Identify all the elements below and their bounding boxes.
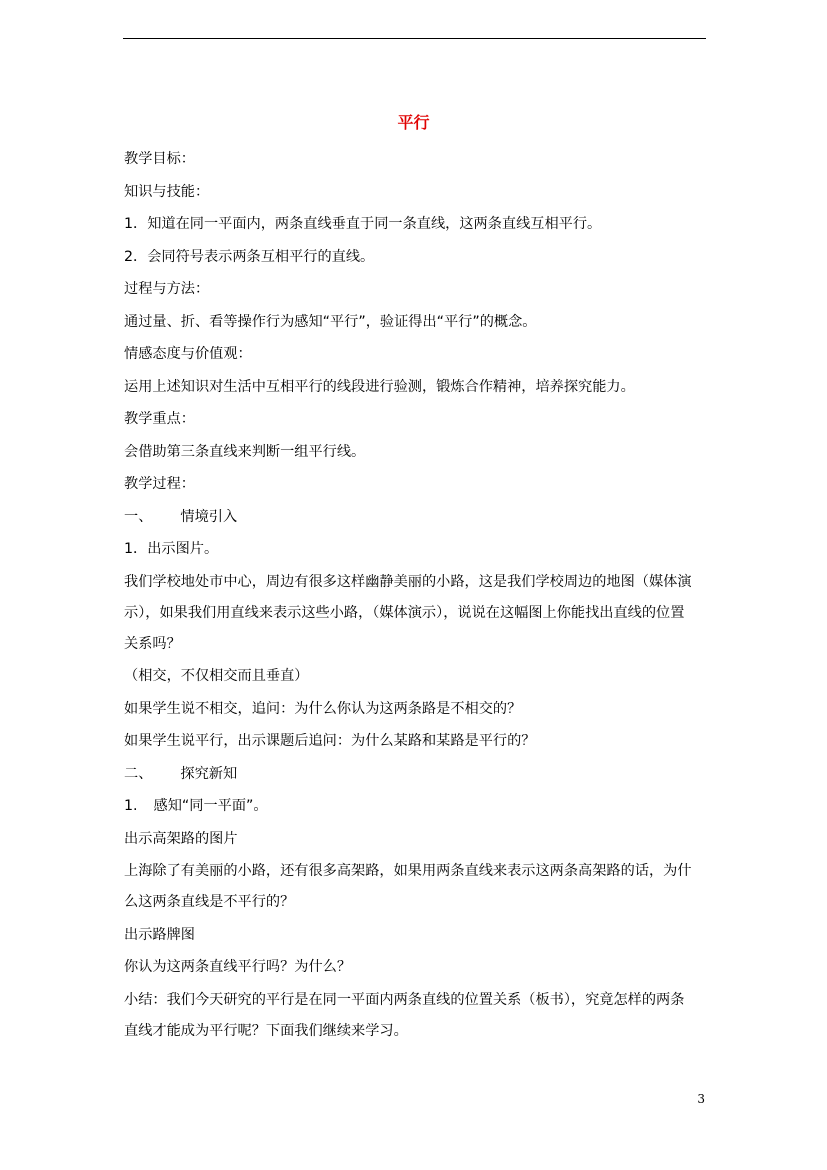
paragraph: 2．会同符号表示两条互相平行的直线。 (124, 248, 375, 265)
paragraph-line: 直线才能成为平行呢？下面我们继续来学习。 (124, 1022, 408, 1039)
page-number: 3 (697, 1092, 705, 1106)
paragraph: 1．知道在同一平面内，两条直线垂直于同一条直线，这两条直线互相平行。 (124, 216, 602, 232)
section-label: 探究新知 (180, 765, 238, 782)
paragraph-line: 我们学校地处市中心，周边有很多这样幽静美丽的小路，这是我们学校周边的地图（媒体演 (124, 573, 692, 590)
paragraph-line: 么这两条直线是不平行的？ (124, 894, 295, 910)
section-number: 一、 (124, 508, 153, 525)
header-rule (123, 38, 706, 39)
paragraph: 教学过程： (124, 476, 195, 492)
paragraph: 过程与方法： (124, 281, 210, 297)
paragraph: 知识与技能： (124, 183, 210, 200)
paragraph: 教学目标： (124, 151, 195, 167)
subsection-number: 1. (124, 798, 138, 814)
paragraph: 1．出示图片。 (124, 541, 219, 557)
paragraph: （相交，不仅相交而且垂直） (124, 668, 309, 684)
paragraph: 出示路牌图 (124, 926, 195, 943)
subsection-heading (124, 795, 708, 817)
section-number: 二、 (124, 765, 153, 782)
paragraph: 教学重点： (124, 411, 195, 427)
page-title: 平行 (397, 113, 430, 132)
paragraph-line: 关系吗？ (124, 635, 181, 652)
paragraph: 如果学生说不相交，追问：为什么你认为这两条路是不相交的？ (124, 700, 522, 717)
paragraph: 你认为这两条直线平行吗？为什么？ (124, 959, 352, 975)
paragraph-line: 示），如果我们用直线来表示这些小路，（媒体演示），说说在这幅图上你能找出直线的位置 (124, 604, 685, 621)
paragraph-line: 上海除了有美丽的小路，还有很多高架路，如果用两条直线来表示这两条高架路的话，为什 (124, 863, 692, 879)
paragraph-multiline (124, 989, 708, 1042)
paragraph: 如果学生说平行，出示课题后追问：为什么某路和某路是平行的？ (124, 733, 536, 749)
section-heading (124, 763, 708, 785)
subsection-label: 感知“同一平面”。 (153, 798, 268, 814)
document-body (124, 148, 708, 1042)
paragraph-multiline (124, 860, 708, 913)
paragraph-line: 小结：我们今天研究的平行是在同一平面内两条直线的位置关系（板书），究竟怎样的两条 (124, 991, 685, 1008)
paragraph-multiline (124, 571, 708, 655)
paragraph: 运用上述知识对生活中互相平行的线段进行验测，锻炼合作精神，培养探究能力。 (124, 378, 635, 395)
paragraph: 通过量、折、看等操作行为感知“平行”，验证得出“平行”的概念。 (124, 313, 537, 330)
paragraph: 情感态度与价值观： (124, 346, 252, 362)
paragraph: 出示高架路的图片 (124, 830, 238, 847)
section-heading (124, 506, 708, 528)
paragraph: 会借助第三条直线来判断一组平行线。 (124, 443, 366, 460)
section-label: 情境引入 (180, 508, 238, 525)
